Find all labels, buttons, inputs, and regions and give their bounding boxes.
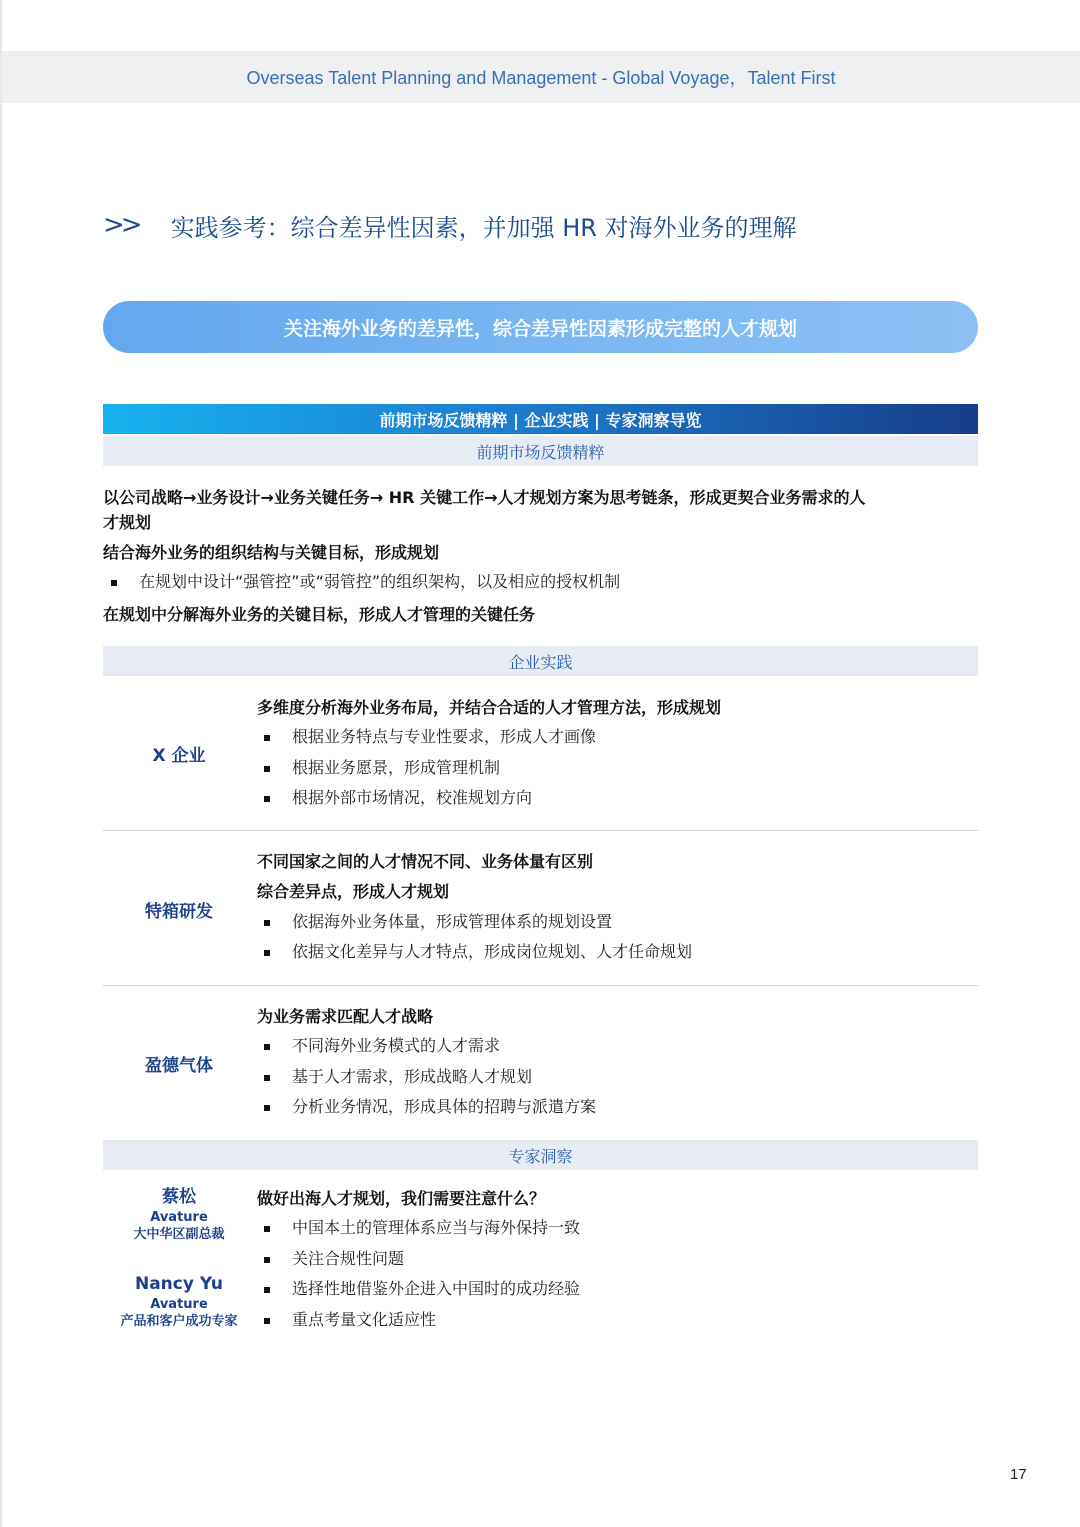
expert-role: 大中华区副总裁 [133, 1227, 225, 1242]
company-bullet [264, 756, 500, 780]
header-text: Overseas Talent Planning and Management - Global Voyage，Talent First [246, 68, 836, 88]
bullet-icon [264, 1318, 270, 1324]
header-band [2, 51, 1080, 103]
bullet-icon [264, 1226, 270, 1232]
expert-bullet [264, 1216, 580, 1240]
company-bullet-text: 根据外部市场情况，校准规划方向 [292, 788, 533, 807]
bullet-icon [264, 796, 270, 802]
bullet-icon [264, 1075, 270, 1081]
expert-bullet-text: 中国本土的管理体系应当与海外保持一致 [292, 1218, 581, 1237]
bullet-icon [264, 766, 270, 772]
company-bullet-text: 依据文化差异与人才特点，形成岗位规划、人才任命规划 [292, 942, 693, 961]
expert-bullet-text: 选择性地借鉴外企进入中国时的成功经验 [292, 1279, 581, 1298]
bullet-icon [264, 1257, 270, 1263]
feedback-heading-bar [103, 436, 978, 466]
nav-bar [103, 404, 978, 434]
feedback-line-2: 结合海外业务的组织结构与关键目标，形成规划 [103, 543, 440, 562]
section-title [103, 203, 797, 247]
company-bullet [264, 910, 612, 934]
expert-name: Nancy Yu [134, 1274, 224, 1294]
expert-question: 做好出海人才规划，我们需要注意什么？ [257, 1189, 546, 1208]
feedback-bullet-text: 在规划中设计“强管控”或“弱管控”的组织架构，以及相应的授权机制 [139, 572, 621, 591]
feedback-heading: 前期市场反馈精粹 [476, 442, 605, 462]
expert-profile [103, 1185, 255, 1244]
row-divider [103, 985, 978, 986]
company-heading: 多维度分析海外业务布局，并结合合适的人才管理方法，形成规划 [257, 698, 722, 717]
summary-banner [103, 301, 978, 353]
feedback-line-3: 在规划中分解海外业务的关键目标，形成人才管理的关键任务 [103, 605, 536, 624]
company-name: 盈德气体 [145, 1056, 213, 1076]
double-chevron-right-icon: >> [103, 210, 139, 240]
bullet-icon [264, 735, 270, 741]
expert-bullet [264, 1247, 404, 1271]
summary-banner-text: 关注海外业务的差异性，综合差异性因素形成完整的人才规划 [283, 317, 797, 340]
bullet-icon [111, 580, 117, 586]
bullet-icon [264, 1287, 270, 1293]
company-bullet [264, 1065, 532, 1089]
feedback-line-1b: 才规划 [103, 513, 152, 532]
expert-role: 产品和客户成功专家 [120, 1314, 238, 1329]
company-bullet-text: 根据业务愿景，形成管理机制 [292, 758, 501, 777]
company-heading: 综合差异点，形成人才规划 [257, 882, 450, 901]
nav-bar-text: 前期市场反馈精粹 | 企业实践 | 专家洞察导览 [379, 410, 702, 430]
section-title-text: 实践参考：综合差异性因素，并加强 HR 对海外业务的理解 [170, 213, 797, 242]
company-bullet-text: 根据业务特点与专业性要求，形成人才画像 [292, 727, 597, 746]
expert-profile [103, 1272, 255, 1331]
company-bullet [264, 940, 692, 964]
company-bullet-text: 依据海外业务体量，形成管理体系的规划设置 [292, 912, 613, 931]
bullet-icon [264, 1044, 270, 1050]
bullet-icon [264, 1105, 270, 1111]
expert-name: 蔡松 [162, 1187, 196, 1207]
company-bullet-text: 基于人才需求，形成战略人才规划 [292, 1067, 533, 1086]
page-number: 17 [1010, 1466, 1027, 1483]
feedback-bullet [111, 570, 620, 594]
bullet-icon [264, 950, 270, 956]
feedback-line-1a: 以公司战略→业务设计→业务关键任务→ HR 关键工作→人才规划方案为思考链条，形成更契合业务需求的人 [103, 488, 866, 507]
company-heading: 为业务需求匹配人才战略 [257, 1007, 434, 1026]
expert-bullet [264, 1277, 580, 1301]
company-bullet [264, 725, 596, 749]
bullet-icon [264, 920, 270, 926]
page-edge [0, 0, 2, 1527]
company-name: X 企业 [152, 746, 206, 766]
company-heading: 不同国家之间的人才情况不同、业务体量有区别 [257, 852, 594, 871]
expert-heading-bar [103, 1140, 978, 1170]
expert-bullet-text: 关注合规性问题 [292, 1249, 405, 1268]
company-bullet [264, 1034, 500, 1058]
practice-heading: 企业实践 [508, 652, 573, 672]
company-bullet [264, 786, 532, 810]
company-bullet-text: 不同海外业务模式的人才需求 [292, 1036, 501, 1055]
expert-heading: 专家洞察 [508, 1146, 573, 1166]
expert-org: Avature [150, 1210, 208, 1225]
row-divider [103, 830, 978, 831]
company-bullet-text: 分析业务情况，形成具体的招聘与派遣方案 [292, 1097, 597, 1116]
expert-org: Avature [150, 1297, 208, 1312]
company-name: 特箱研发 [145, 902, 213, 922]
practice-heading-bar [103, 646, 978, 676]
company-bullet [264, 1095, 596, 1119]
expert-bullet-text: 重点考量文化适应性 [292, 1310, 437, 1329]
expert-bullet [264, 1308, 436, 1332]
